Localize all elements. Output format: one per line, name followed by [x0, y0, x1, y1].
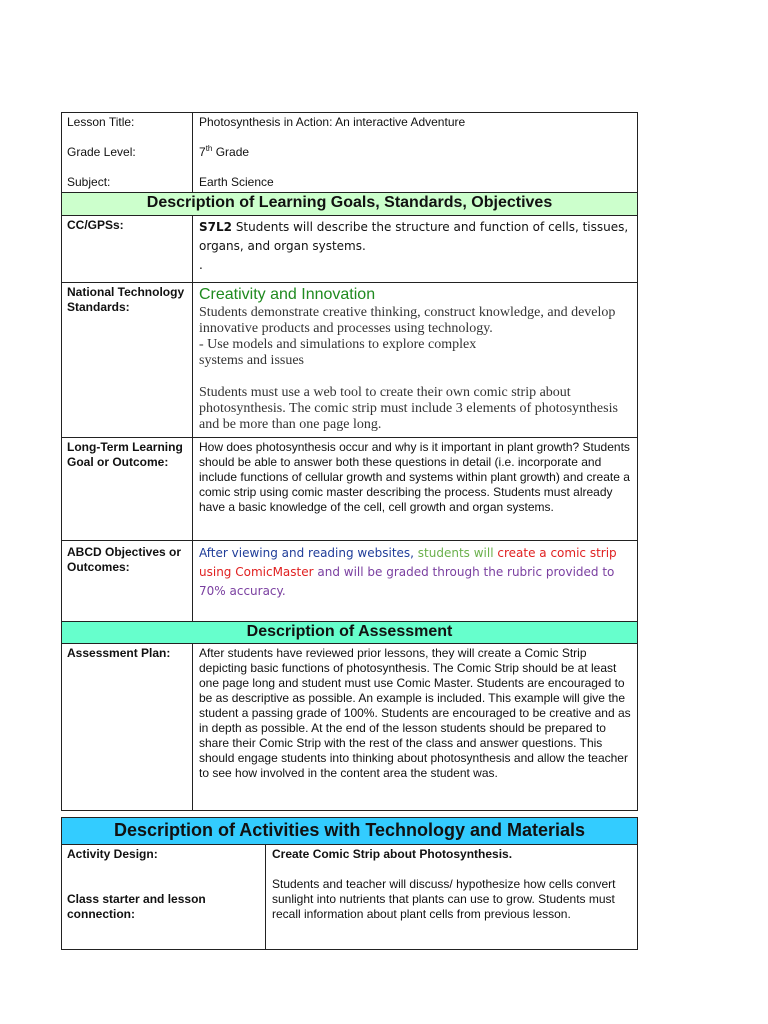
nts-label: National Technology Standards: [62, 283, 193, 438]
activity-row [62, 845, 638, 950]
assessment-label: Assessment Plan: [62, 644, 193, 811]
class-starter-label: Class starter and lesson connection: [67, 892, 206, 921]
grade-level-label: Grade Level: [67, 145, 136, 159]
activity-design-label: Activity Design: [67, 847, 158, 861]
abcd-label: ABCD Objectives or Outcomes: [62, 541, 193, 622]
assessment-value: After students have reviewed prior lessons, they will create a Comic Strip depicting basic functions of photosynthesis. The Comic Strip should be at least one page long and student must use Comic Master. Students are encouraged to be as descriptive as possible. An example is included. This example will give the student a passing grade of 100%. Students are encouraged to be creative and as in depth as possible. At the end of the lesson students should be prepared to share their Comic Strip with the rest of the class and answer questions. This should engage students into thinking about photosynthesis and allow the teacher to see how involved in the content area the student was. [193, 644, 638, 811]
nts-line2: - Use models and simulations to explore complex systems and issues [199, 337, 477, 368]
lesson-title-value: Photosynthesis in Action: An interactive Adventure [199, 115, 466, 129]
lesson-info-row [62, 113, 638, 193]
longterm-value: How does photosynthesis occur and why is it important in plant growth? Students should be able to answer both these questions in detail (i.e. incorporate and include functions of cellular growth and systems within plant growth) and create a comic strip using comic master describing the process. Students must already have a basic knowledge of the cell, cell growth and organ systems. [193, 438, 638, 541]
abcd-value [193, 541, 638, 622]
section-assessment-row [62, 622, 638, 644]
abcd-part-c: create a comic strip using ComicMaster [199, 546, 617, 579]
nts-line3: Students must use a web tool to create their own comic strip about photosynthesis. The comic strip must include 3 elements of photosynthesis and be more than one page long. [199, 385, 618, 432]
nts-title: Creativity and Innovation [199, 286, 376, 303]
abcd-part-d: and will be graded through the rubric provided to 70% accuracy. [199, 565, 615, 598]
nts-row [62, 283, 638, 438]
activity-design-value: Create Comic Strip about Photosynthesis. [272, 847, 513, 861]
lesson-title-label: Lesson Title: [67, 115, 135, 129]
assessment-row [62, 644, 638, 811]
nts-line1: Students demonstrate creative thinking, construct knowledge, and develop innovative products and processes using technology. [199, 305, 616, 336]
section-heading-learning-goals: Description of Learning Goals, Standards, Objectives [62, 193, 638, 216]
subject-value: Earth Science [199, 175, 274, 189]
abcd-part-a: After viewing and reading websites, [199, 546, 418, 560]
ccgps-label: CC/GPSs: [62, 216, 193, 283]
subject-label: Subject: [67, 175, 111, 189]
ccgps-text: S7L2 Students will describe the structure and function of cells, tissues, organs, and organ systems. [199, 220, 629, 253]
lesson-info-labels [62, 113, 193, 193]
longterm-label: Long-Term Learning Goal or Outcome: [62, 438, 193, 541]
nts-value [193, 283, 638, 438]
abcd-part-b: students will [417, 546, 498, 560]
activity-values [266, 845, 638, 950]
ccgps-value [193, 216, 638, 283]
lesson-plan-page [61, 112, 637, 950]
section-learning-goals-row [62, 193, 638, 216]
longterm-row [62, 438, 638, 541]
grade-level-value: 7th Grade [199, 144, 250, 159]
section-activities-row [62, 818, 638, 845]
activity-labels [62, 845, 266, 950]
abcd-row [62, 541, 638, 622]
section-heading-activities: Description of Activities with Technology and Materials [62, 818, 638, 845]
class-starter-value: Students and teacher will discuss/ hypothesize how cells convert sunlight into nutrients that plants can use to grow. Students must recall information about plant cells from previous lesson. [272, 877, 616, 921]
ccgps-dot: . [199, 258, 203, 272]
lesson-info-values [193, 113, 638, 193]
lesson-plan-table-top [61, 112, 638, 811]
lesson-plan-table-bottom [61, 817, 638, 950]
section-heading-assessment: Description of Assessment [62, 622, 638, 644]
ccgps-row [62, 216, 638, 283]
